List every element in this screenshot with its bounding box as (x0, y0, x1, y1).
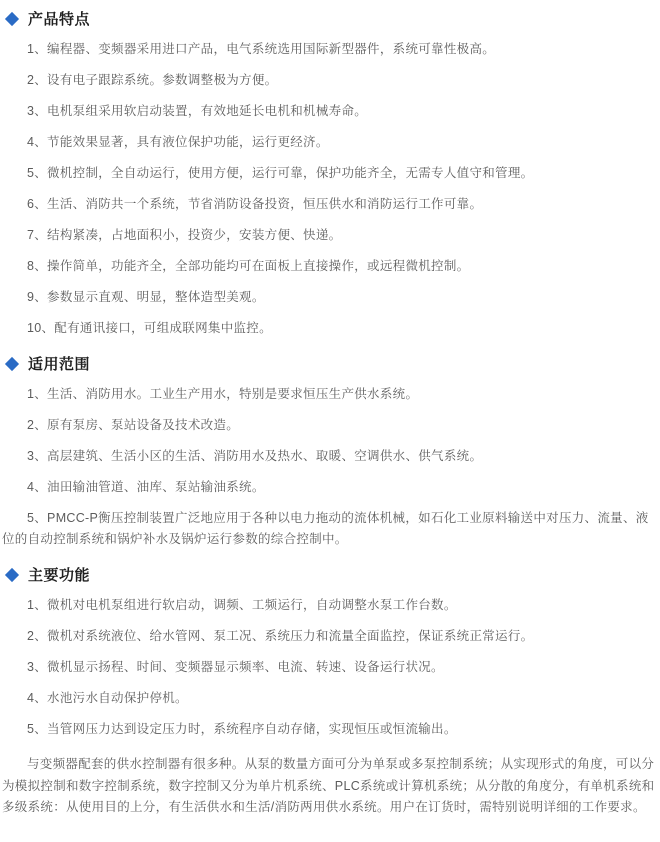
section-title-text: 主要功能 (28, 567, 91, 584)
document-section (2, 8, 657, 339)
list-item: 8、操作简单，功能齐全，全部功能均可在面板上直接操作，或远程微机控制。 (27, 259, 470, 273)
section-item-list (2, 595, 657, 740)
list-item: 3、高层建筑、生活小区的生活、消防用水及热水、取暖、空调供水、供气系统。 (27, 449, 483, 463)
list-item: 10、配有通讯接口，可组成联网集中监控。 (27, 321, 272, 335)
list-item: 2、原有泵房、泵站设备及技术改造。 (27, 418, 240, 432)
list-item: 7、结构紧凑，占地面积小，投资少，安装方便、快递。 (27, 228, 342, 242)
list-item: 2、微机对系统液位、给水管网、泵工况、系统压力和流量全面监控，保证系统正常运行。 (27, 629, 534, 643)
diamond-bullet-icon (5, 567, 19, 581)
list-item: 5、当管网压力达到设定压力时，系统程序自动存储，实现恒压或恒流输出。 (27, 722, 457, 736)
list-item: 2、设有电子跟踪系统。参数调整极为方便。 (27, 73, 278, 87)
list-item: 3、微机显示扬程、时间、变频器显示频率、电流、转速、设备运行状况。 (27, 660, 444, 674)
section-title (4, 8, 657, 29)
document-section (2, 353, 657, 550)
document-section (2, 564, 657, 740)
section-title-text: 适用范围 (28, 356, 91, 373)
list-item: 1、编程器、变频器采用进口产品，电气系统选用国际新型器件，系统可靠性极高。 (27, 42, 496, 56)
list-item: 9、参数显示直观、明显，整体造型美观。 (27, 290, 265, 304)
list-item: 4、节能效果显著，具有液位保护功能，运行更经济。 (27, 135, 329, 149)
list-item: 1、生活、消防用水。工业生产用水，特别是要求恒压生产供水系统。 (27, 387, 419, 401)
closing-paragraph: 与变频器配套的供水控制器有很多种。从泵的数量方面可分为单泵或多泵控制系统；从实现形式的角度，可以分为模拟控制和数字控制系统，数字控制又分为单片机系统、PLC系统或计算机系统；从分散的角度分，有单机系统和多级系统：从使用目的上分，有生活供水和生活/消防两用供水系统。用户在订货时，需特别说明详细的工作要求。 (2, 757, 655, 814)
section-title (4, 564, 657, 585)
list-item: 6、生活、消防共一个系统，节省消防设备投资，恒压供水和消防运行工作可靠。 (27, 197, 483, 211)
section-item-list (2, 39, 657, 339)
list-item: 4、油田输油管道、油库、泵站输油系统。 (27, 480, 265, 494)
diamond-bullet-icon (5, 356, 19, 370)
list-item: 1、微机对电机泵组进行软启动，调频、工频运行，自动调整水泵工作台数。 (27, 598, 457, 612)
section-title (4, 353, 657, 374)
list-item: 4、水池污水自动保护停机。 (27, 691, 188, 705)
list-item: 5、微机控制，全自动运行，使用方便，运行可靠，保护功能齐全，无需专人值守和管理。 (27, 166, 534, 180)
diamond-bullet-icon (5, 11, 19, 25)
section-title-text: 产品特点 (28, 11, 91, 28)
list-item: 3、电机泵组采用软启动装置，有效地延长电机和机械寿命。 (27, 104, 368, 118)
section-item-list (2, 384, 657, 550)
list-item: 5、PMCC-P衡压控制装置广泛地应用于各种以电力拖动的流体机械，如石化工业原料输送中对压力、流量、液位的自动控制系统和锅炉补水及锅炉运行参数的综合控制中。 (2, 511, 649, 546)
